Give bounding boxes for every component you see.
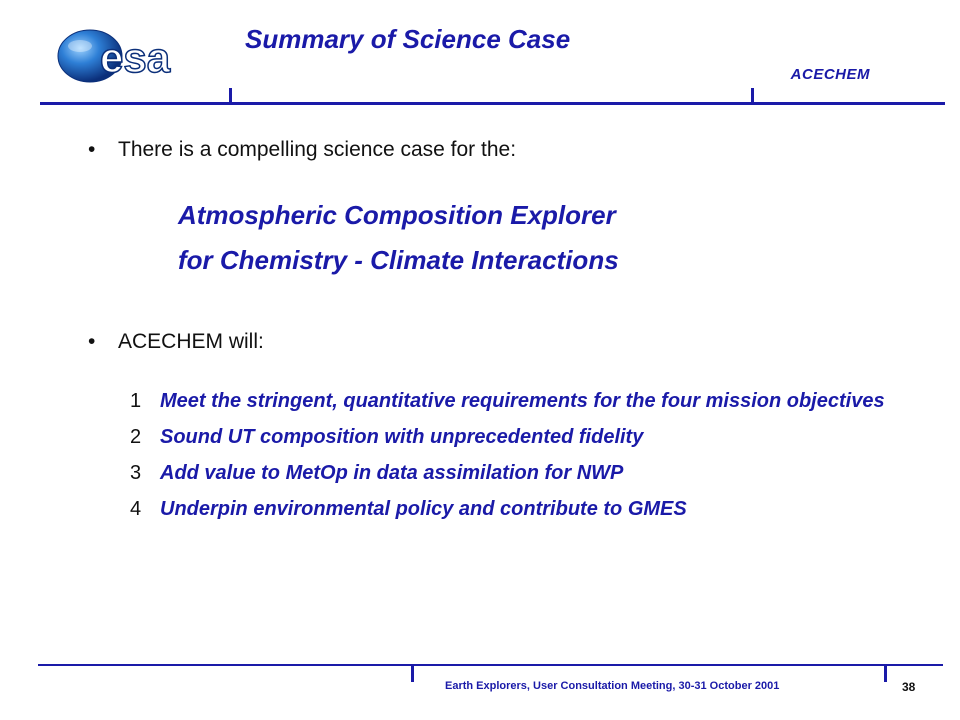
bullet-dot: • <box>88 138 96 161</box>
list-item <box>130 460 890 487</box>
item-text: Add value to MetOp in data assimilation for NWP <box>160 462 624 484</box>
item-number: 2 <box>130 426 142 448</box>
logo-wordmark: esa <box>100 34 171 81</box>
list-item <box>130 388 890 415</box>
item-text: Meet the stringent, quantitative requirements for the four mission objectives <box>160 390 885 412</box>
slide-title: Summary of Science Case <box>245 24 571 54</box>
page-number: 38 <box>902 680 916 694</box>
footer-tick-right <box>884 666 887 682</box>
esa-logo <box>50 22 220 84</box>
mission-name-line2: for Chemistry - Climate Interactions <box>178 245 619 275</box>
project-tag: ACECHEM <box>790 66 870 83</box>
footer-tick-left <box>411 666 414 682</box>
header-rule <box>40 102 945 105</box>
item-number: 3 <box>130 462 142 484</box>
item-text: Sound UT composition with unprecedented fidelity <box>160 426 644 448</box>
item-number: 1 <box>130 390 142 412</box>
footer-meeting: Earth Explorers, User Consultation Meeting, 30-31 October 2001 <box>445 680 780 692</box>
objectives-list <box>130 388 890 532</box>
bullet-text: ACECHEM will: <box>118 330 264 353</box>
list-item <box>130 424 890 451</box>
item-number: 4 <box>130 498 142 520</box>
footer-rule <box>38 664 943 666</box>
header-tick-right <box>751 88 754 102</box>
header-tick-left <box>229 88 232 102</box>
item-text: Underpin environmental policy and contribute to GMES <box>160 498 687 520</box>
bullet-dot: • <box>88 330 96 353</box>
bullet-acechem-will <box>88 330 264 354</box>
bullet-compelling <box>88 138 516 162</box>
list-item <box>130 496 890 523</box>
bullet-text: There is a compelling science case for the: <box>118 138 517 161</box>
mission-name-line1: Atmospheric Composition Explorer <box>178 200 616 230</box>
